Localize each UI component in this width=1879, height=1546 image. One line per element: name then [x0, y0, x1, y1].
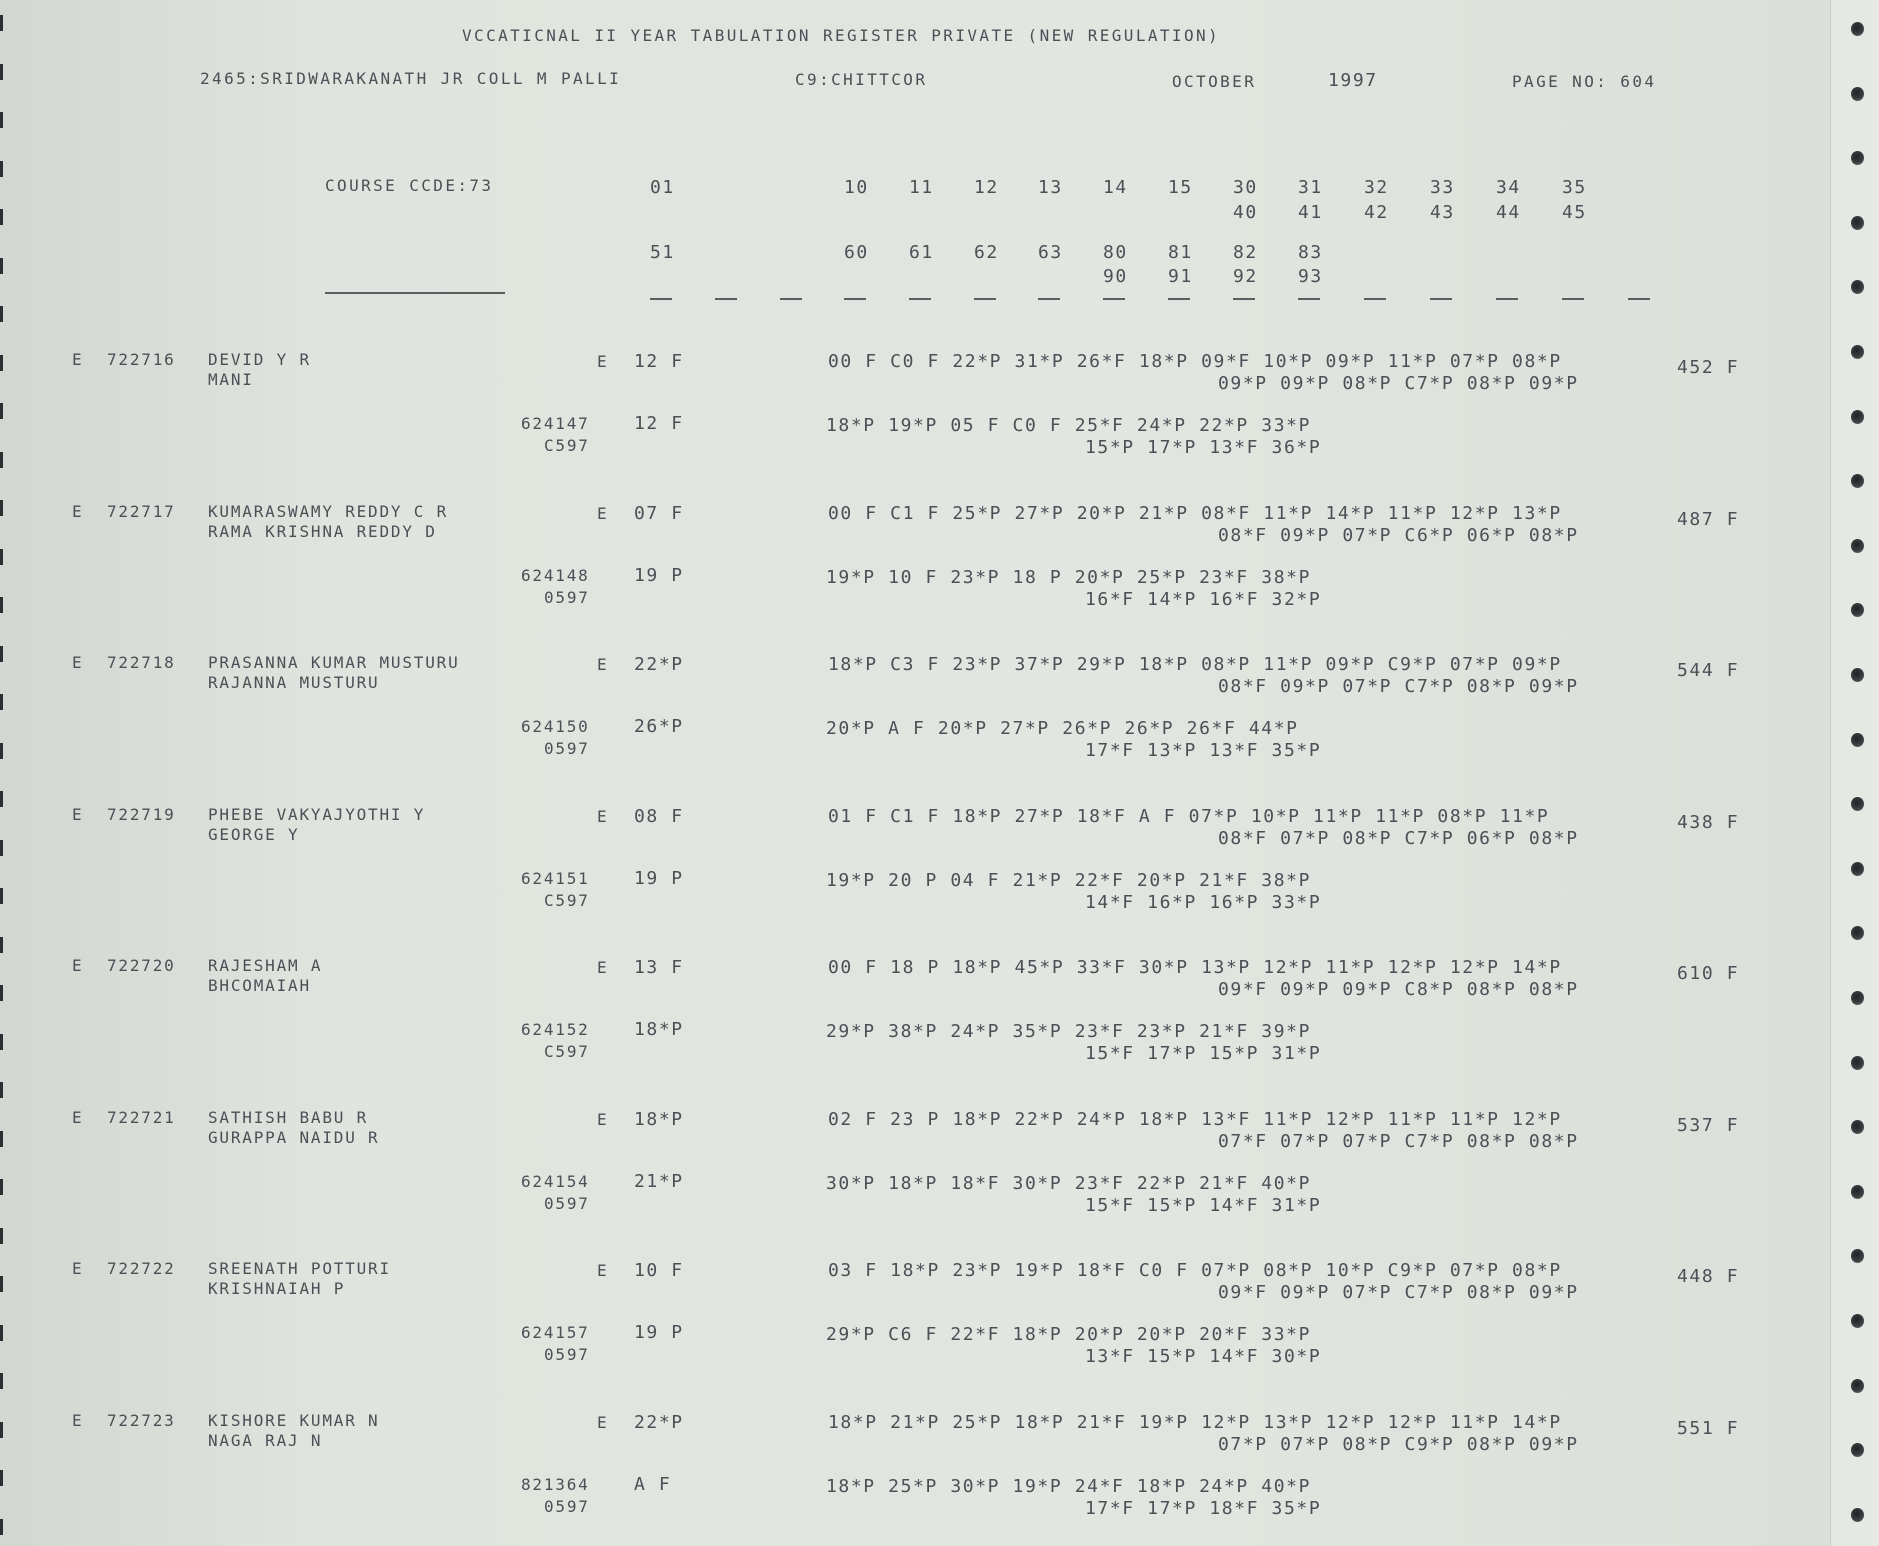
feed-hole — [1851, 1508, 1864, 1522]
column-number: 34 — [1496, 177, 1521, 198]
marks-line-sub: 17*F 13*P 13*F 35*P — [1085, 740, 1322, 761]
margin-mark — [0, 1373, 3, 1389]
parent-name: NAGA RAJ N — [208, 1430, 323, 1450]
column-number: 10 — [844, 177, 869, 198]
total-result: 452 F — [1677, 357, 1740, 378]
marks-line: 29*P 38*P 24*P 35*P 23*F 23*P 21*F 39*P — [826, 1021, 1312, 1042]
roll-number: 722717 — [107, 501, 176, 521]
feed-hole — [1851, 797, 1864, 811]
session-code: 0597 — [544, 739, 590, 758]
margin-mark — [0, 1179, 3, 1195]
column-number: 81 — [1168, 242, 1193, 263]
marks-line-sub: 07*F 07*P 07*P C7*P 08*P 08*P — [1218, 1130, 1579, 1152]
column-number: 11 — [909, 177, 934, 198]
column-dash — [1233, 298, 1255, 300]
hall-ticket-code: 821364 — [521, 1474, 590, 1494]
margin-mark — [0, 500, 3, 516]
margin-mark — [0, 1325, 3, 1341]
column-number: 62 — [974, 242, 999, 263]
column-number: 35 — [1562, 177, 1587, 198]
marks-line: 19*P 20 P 04 F 21*P 22*F 20*P 21*F 38*P — [826, 869, 1312, 891]
record-flag: E — [72, 1410, 84, 1430]
margin-mark — [0, 112, 3, 128]
total-result: 610 F — [1677, 963, 1740, 984]
roll-number: 722723 — [107, 1410, 176, 1430]
mark-first: 22*P — [634, 1411, 684, 1433]
hall-ticket-code: 624154 — [521, 1171, 590, 1191]
parent-name: GEORGE Y — [208, 824, 300, 844]
margin-mark — [0, 985, 3, 1001]
parent-name: KRISHNAIAH P — [208, 1279, 346, 1298]
mark-prefix: E — [597, 1261, 609, 1280]
column-number: 30 — [1233, 177, 1258, 198]
student-name: PRASANNA KUMAR MUSTURU — [208, 653, 460, 672]
marks-line: 00 F C0 F 22*P 31*P 26*F 18*P 09*F 10*P 09*P 11*P 07*P 08*P — [828, 351, 1562, 372]
record-flag: E — [72, 1259, 84, 1278]
column-number: 90 — [1103, 266, 1128, 287]
feed-hole — [1851, 1443, 1864, 1457]
total-result: 551 F — [1677, 1417, 1740, 1439]
margin-mark — [0, 549, 3, 565]
mark-prefix: E — [597, 806, 609, 826]
feed-hole — [1851, 926, 1864, 940]
column-dash — [1364, 298, 1386, 300]
feed-hole — [1851, 991, 1864, 1005]
roll-number: 722721 — [107, 1107, 176, 1127]
margin-mark — [0, 694, 3, 710]
column-number: 41 — [1298, 202, 1323, 223]
mark-prefix: E — [597, 1109, 609, 1129]
parent-name: RAMA KRISHNA REDDY D — [208, 521, 437, 541]
exam-year: 1997 — [1328, 70, 1378, 91]
column-number: 33 — [1430, 177, 1455, 198]
total-result: 544 F — [1677, 660, 1740, 681]
mark-second: 26*P — [634, 716, 684, 737]
margin-mark — [0, 15, 3, 31]
total-result: 537 F — [1677, 1114, 1740, 1136]
marks-line-sub: 14*F 16*P 16*P 33*P — [1085, 891, 1322, 913]
mark-prefix: E — [597, 958, 609, 977]
feed-hole — [1851, 1249, 1864, 1263]
student-name: DEVID Y R — [208, 350, 311, 369]
margin-mark — [0, 403, 3, 419]
marks-line-sub: 13*F 15*P 14*F 30*P — [1085, 1346, 1322, 1367]
column-number: 83 — [1298, 242, 1323, 263]
feed-hole — [1851, 1056, 1864, 1070]
marks-line: 29*P C6 F 22*F 18*P 20*P 20*P 20*F 33*P — [826, 1324, 1312, 1345]
feed-hole — [1851, 280, 1864, 294]
column-number: 32 — [1364, 177, 1389, 198]
column-number: 60 — [844, 242, 869, 263]
mark-first: 08 F — [634, 805, 684, 827]
session-code: 0597 — [544, 587, 590, 607]
roll-number: 722720 — [107, 956, 176, 975]
margin-mark — [0, 1131, 3, 1147]
mark-prefix: E — [597, 655, 609, 674]
session-code: 0597 — [544, 1496, 590, 1516]
feed-hole — [1851, 474, 1864, 488]
parent-name: BHCOMAIAH — [208, 976, 311, 995]
marks-line: 00 F C1 F 25*P 27*P 20*P 21*P 08*F 11*P 14*P 11*P 12*P 13*P — [828, 502, 1562, 524]
total-result: 487 F — [1677, 508, 1740, 530]
marks-line-sub: 15*F 17*P 15*P 31*P — [1085, 1043, 1322, 1064]
column-dash — [1103, 298, 1125, 300]
marks-line-sub: 08*F 09*P 07*P C6*P 06*P 08*P — [1218, 524, 1579, 546]
margin-mark — [0, 597, 3, 613]
feed-hole — [1851, 345, 1864, 359]
column-number: 31 — [1298, 177, 1323, 198]
margin-mark — [0, 743, 3, 759]
feed-hole — [1851, 539, 1864, 553]
feed-hole — [1851, 1185, 1864, 1199]
column-dash — [909, 298, 931, 300]
column-number: 82 — [1233, 242, 1258, 263]
mark-prefix: E — [597, 352, 609, 371]
feed-hole — [1851, 733, 1864, 747]
column-dash — [715, 298, 737, 300]
marks-line-sub: 08*F 09*P 07*P C7*P 08*P 09*P — [1218, 676, 1579, 697]
marks-line: 00 F 18 P 18*P 45*P 33*F 30*P 13*P 12*P 11*P 12*P 12*P 14*P — [828, 957, 1562, 978]
marks-line: 18*P C3 F 23*P 37*P 29*P 18*P 08*P 11*P 09*P C9*P 07*P 09*P — [828, 654, 1562, 675]
column-dash — [780, 298, 802, 300]
session-code: C597 — [544, 1042, 590, 1061]
column-number: 13 — [1038, 177, 1063, 198]
marks-line-sub: 15*F 15*P 14*F 31*P — [1085, 1194, 1322, 1216]
mark-second: 18*P — [634, 1019, 684, 1040]
margin-mark — [0, 791, 3, 807]
column-dash — [1628, 298, 1650, 300]
column-dash — [1168, 298, 1190, 300]
session-code: 0597 — [544, 1193, 590, 1213]
column-dash — [1038, 298, 1060, 300]
session-code: C597 — [544, 436, 590, 455]
margin-mark — [0, 1034, 3, 1050]
marks-line-sub: 16*F 14*P 16*F 32*P — [1085, 588, 1322, 610]
record-flag: E — [72, 653, 84, 672]
marks-line-sub: 08*F 07*P 08*P C7*P 06*P 08*P — [1218, 827, 1579, 849]
margin-mark — [0, 937, 3, 953]
marks-line: 18*P 25*P 30*P 19*P 24*F 18*P 24*P 40*P — [826, 1475, 1312, 1497]
hall-ticket-code: 624157 — [521, 1323, 590, 1342]
feed-hole — [1851, 1379, 1864, 1393]
record-flag: E — [72, 350, 84, 369]
column-number: 93 — [1298, 266, 1323, 287]
parent-name: GURAPPA NAIDU R — [208, 1127, 380, 1147]
margin-mark — [0, 1422, 3, 1438]
column-number: 91 — [1168, 266, 1193, 287]
column-number: 44 — [1496, 202, 1521, 223]
column-number: 42 — [1364, 202, 1389, 223]
marks-line-sub: 17*F 17*P 18*F 35*P — [1085, 1497, 1322, 1519]
student-name: KUMARASWAMY REDDY C R — [208, 501, 449, 521]
course-underline — [325, 292, 505, 294]
marks-line-sub: 07*P 07*P 08*P C9*P 08*P 09*P — [1218, 1433, 1579, 1455]
column-number: 45 — [1562, 202, 1587, 223]
marks-line: 18*P 21*P 25*P 18*P 21*F 19*P 12*P 13*P 12*P 12*P 11*P 14*P — [828, 1411, 1562, 1433]
total-result: 438 F — [1677, 811, 1740, 833]
course-code: COURSE CCDE:73 — [325, 176, 494, 195]
margin-mark — [0, 161, 3, 177]
district: C9:CHITTCOR — [795, 70, 928, 89]
feed-hole — [1851, 668, 1864, 682]
record-flag: E — [72, 1107, 84, 1127]
mark-second: 19 P — [634, 564, 684, 586]
parent-name: RAJANNA MUSTURU — [208, 673, 380, 692]
mark-first: 13 F — [634, 957, 684, 978]
roll-number: 722722 — [107, 1259, 176, 1278]
feed-hole — [1851, 410, 1864, 424]
feed-hole — [1851, 151, 1864, 165]
mark-first: 07 F — [634, 502, 684, 524]
report-title: VCCATICNAL II YEAR TABULATION REGISTER PRIVATE (NEW REGULATION) — [462, 26, 1221, 45]
marks-line-sub: 09*F 09*P 09*P C8*P 08*P 08*P — [1218, 979, 1579, 1000]
session-code: C597 — [544, 890, 590, 910]
feed-hole — [1851, 603, 1864, 617]
column-dash — [1430, 298, 1452, 300]
column-number: 01 — [650, 177, 675, 198]
column-number: 61 — [909, 242, 934, 263]
column-dash — [650, 298, 672, 300]
column-number: 92 — [1233, 266, 1258, 287]
page-number: PAGE NO: 604 — [1512, 72, 1657, 91]
mark-prefix: E — [597, 1412, 609, 1432]
student-name: SATHISH BABU R — [208, 1107, 369, 1127]
mark-first: 12 F — [634, 351, 684, 372]
mark-second: 19 P — [634, 1322, 684, 1343]
margin-mark — [0, 888, 3, 904]
column-number: 40 — [1233, 202, 1258, 223]
mark-prefix: E — [597, 503, 609, 523]
column-number: 15 — [1168, 177, 1193, 198]
margin-mark — [0, 1519, 3, 1535]
column-number: 14 — [1103, 177, 1128, 198]
margin-mark — [0, 840, 3, 856]
margin-mark — [0, 646, 3, 662]
parent-name: MANI — [208, 370, 254, 389]
column-number: 51 — [650, 242, 675, 263]
feed-hole — [1851, 1120, 1864, 1134]
feed-hole — [1851, 1314, 1864, 1328]
mark-second: A F — [634, 1473, 672, 1495]
margin-mark — [0, 1228, 3, 1244]
column-dash — [844, 298, 866, 300]
student-name: RAJESHAM A — [208, 956, 323, 975]
marks-line: 20*P A F 20*P 27*P 26*P 26*P 26*F 44*P — [826, 718, 1299, 739]
marks-line: 01 F C1 F 18*P 27*P 18*F A F 07*P 10*P 11*P 11*P 08*P 11*P — [828, 805, 1550, 827]
marks-line: 18*P 19*P 05 F C0 F 25*F 24*P 22*P 33*P — [826, 415, 1312, 436]
margin-mark — [0, 209, 3, 225]
margin-mark — [0, 64, 3, 80]
marks-line-sub: 09*F 09*P 07*P C7*P 08*P 09*P — [1218, 1282, 1579, 1303]
hall-ticket-code: 624148 — [521, 565, 590, 585]
mark-second: 21*P — [634, 1170, 684, 1192]
mark-first: 22*P — [634, 654, 684, 675]
feed-hole — [1851, 216, 1864, 230]
record-flag: E — [72, 501, 84, 521]
column-number: 43 — [1430, 202, 1455, 223]
margin-mark — [0, 306, 3, 322]
mark-first: 18*P — [634, 1108, 684, 1130]
college-name: 2465:SRIDWARAKANATH JR COLL M PALLI — [200, 69, 622, 88]
marks-line: 19*P 10 F 23*P 18 P 20*P 25*P 23*F 38*P — [826, 566, 1312, 588]
marks-line-sub: 09*P 09*P 08*P C7*P 08*P 09*P — [1218, 373, 1579, 394]
column-dash — [1562, 298, 1584, 300]
student-name: KISHORE KUMAR N — [208, 1410, 380, 1430]
margin-mark — [0, 1082, 3, 1098]
feed-hole — [1851, 22, 1864, 36]
margin-mark — [0, 258, 3, 274]
marks-line-sub: 15*P 17*P 13*F 36*P — [1085, 437, 1322, 458]
margin-mark — [0, 1470, 3, 1486]
hall-ticket-code: 624151 — [521, 868, 590, 888]
hall-ticket-code: 624150 — [521, 717, 590, 736]
session-code: 0597 — [544, 1345, 590, 1364]
hall-ticket-code: 624152 — [521, 1020, 590, 1039]
record-flag: E — [72, 804, 84, 824]
column-dash — [1496, 298, 1518, 300]
feed-hole — [1851, 862, 1864, 876]
margin-mark — [0, 355, 3, 371]
student-name: PHEBE VAKYAJYOTHI Y — [208, 804, 426, 824]
record-flag: E — [72, 956, 84, 975]
roll-number: 722718 — [107, 653, 176, 672]
feed-hole — [1851, 87, 1864, 101]
mark-first: 10 F — [634, 1260, 684, 1281]
exam-month: OCTOBER — [1172, 72, 1257, 91]
marks-line: 02 F 23 P 18*P 22*P 24*P 18*P 13*F 11*P 12*P 11*P 11*P 12*P — [828, 1108, 1562, 1130]
column-number: 63 — [1038, 242, 1063, 263]
mark-second: 12 F — [634, 413, 684, 434]
margin-mark — [0, 452, 3, 468]
marks-line: 03 F 18*P 23*P 19*P 18*F C0 F 07*P 08*P 10*P C9*P 07*P 08*P — [828, 1260, 1562, 1281]
roll-number: 722716 — [107, 350, 176, 369]
column-dash — [974, 298, 996, 300]
column-number: 12 — [974, 177, 999, 198]
mark-second: 19 P — [634, 867, 684, 889]
total-result: 448 F — [1677, 1266, 1740, 1287]
marks-line: 30*P 18*P 18*F 30*P 23*F 22*P 21*F 40*P — [826, 1172, 1312, 1194]
student-name: SREENATH POTTURI — [208, 1259, 391, 1278]
column-number: 80 — [1103, 242, 1128, 263]
roll-number: 722719 — [107, 804, 176, 824]
hall-ticket-code: 624147 — [521, 414, 590, 433]
column-dash — [1298, 298, 1320, 300]
margin-mark — [0, 1276, 3, 1292]
